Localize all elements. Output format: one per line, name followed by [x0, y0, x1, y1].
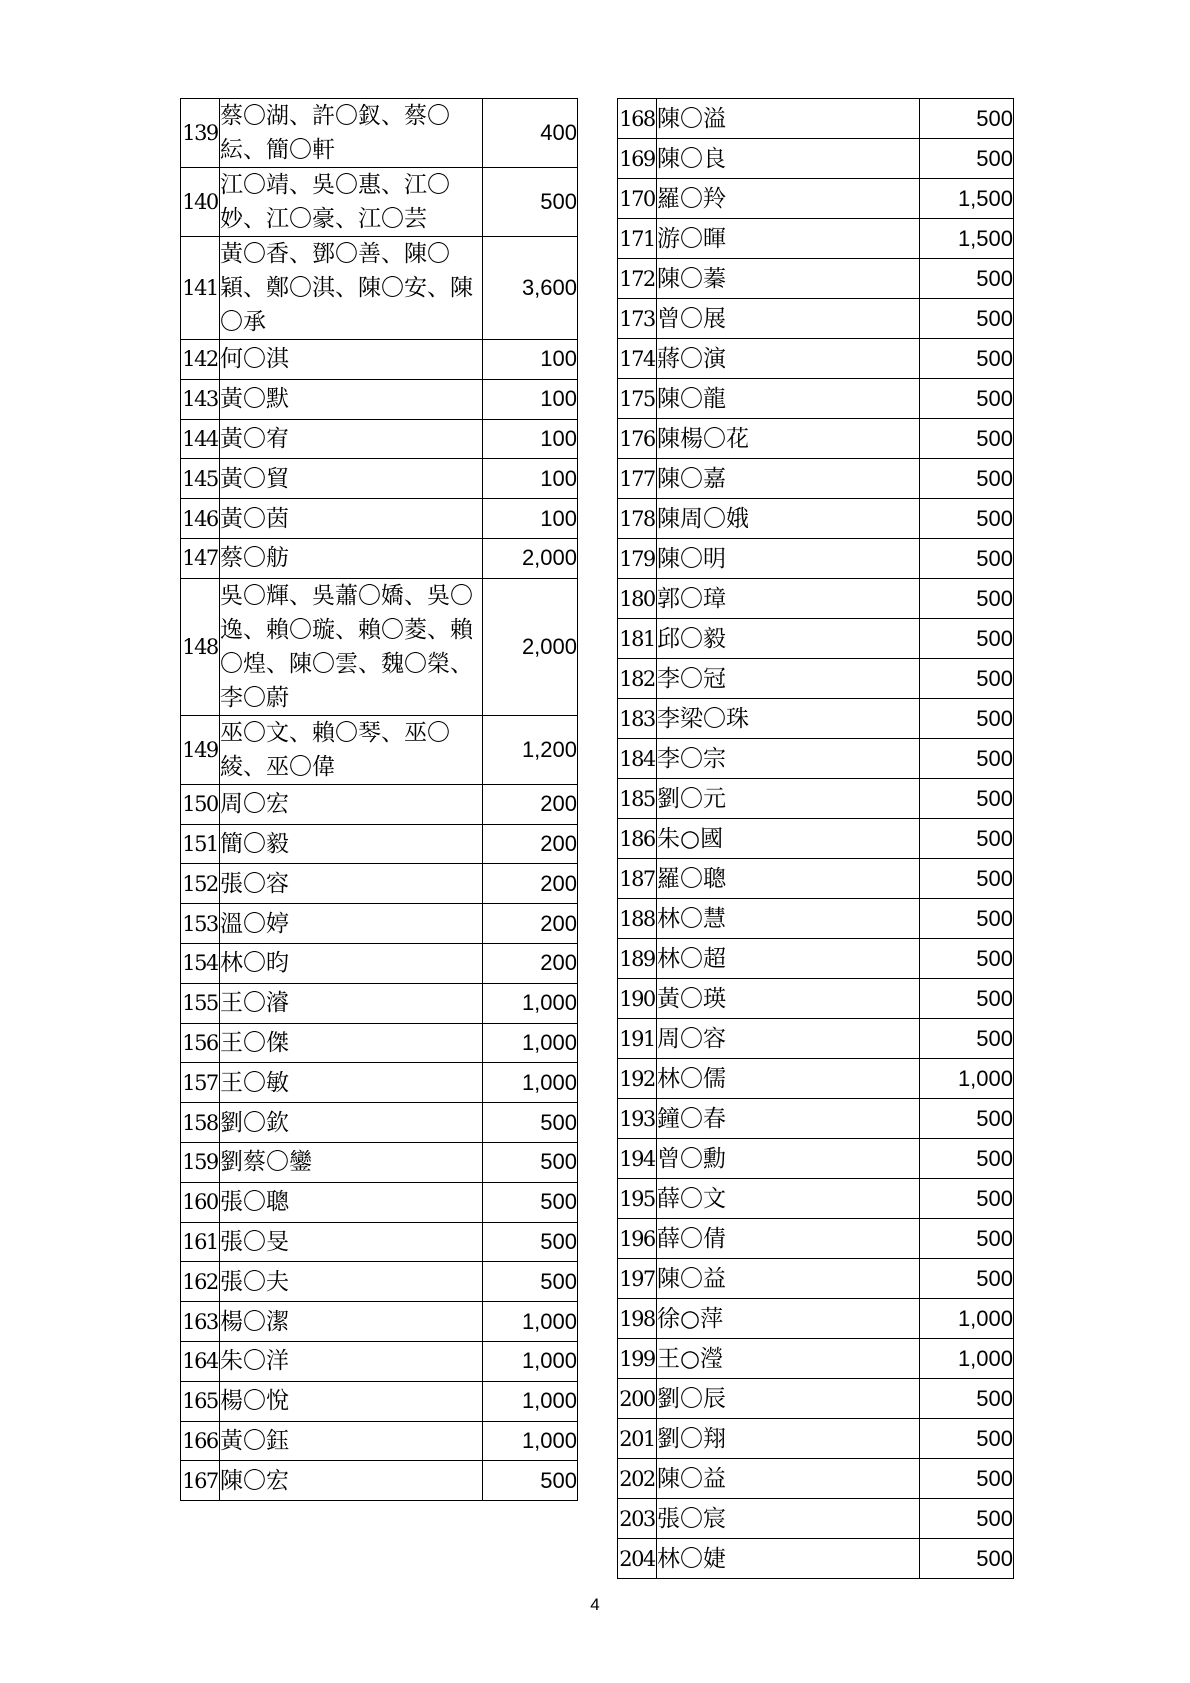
- table-row: [618, 1139, 1014, 1179]
- table-row: [618, 299, 1014, 339]
- row-number: 179: [618, 539, 657, 579]
- donor-names: 黃〇瑛: [657, 979, 920, 1019]
- table-row: [181, 1063, 578, 1103]
- donation-amount: 1,000: [483, 1063, 578, 1103]
- row-number: 162: [181, 1262, 220, 1302]
- donation-amount: 500: [920, 1539, 1014, 1579]
- table-row: [618, 739, 1014, 779]
- donor-names: 游〇暉: [657, 219, 920, 259]
- donation-amount: 500: [483, 168, 578, 237]
- donation-amount: 500: [920, 1459, 1014, 1499]
- donation-amount: 2,000: [483, 538, 578, 578]
- donor-names: 蔡〇舫: [220, 538, 483, 578]
- row-number: 202: [618, 1459, 657, 1499]
- table-row: [181, 237, 578, 340]
- table-row: [618, 99, 1014, 139]
- donation-amount: 200: [483, 904, 578, 944]
- row-number: 197: [618, 1259, 657, 1299]
- donation-amount: 500: [920, 899, 1014, 939]
- table-row: [181, 168, 578, 237]
- donation-amount: 500: [483, 1142, 578, 1182]
- row-number: 199: [618, 1339, 657, 1379]
- donation-amount: 500: [920, 1259, 1014, 1299]
- table-row: [618, 339, 1014, 379]
- table-row: [181, 983, 578, 1023]
- donor-names: 曾〇展: [657, 299, 920, 339]
- table-row: [181, 1262, 578, 1302]
- donor-names: 劉〇翔: [657, 1419, 920, 1459]
- donor-names: 林〇婕: [657, 1539, 920, 1579]
- donor-names: 黃〇鈺: [220, 1421, 483, 1461]
- donor-names: 薛〇倩: [657, 1219, 920, 1259]
- donor-names: 張〇聰: [220, 1182, 483, 1222]
- donor-names: 林〇慧: [657, 899, 920, 939]
- table-row: [618, 1339, 1014, 1379]
- row-number: 140: [181, 168, 220, 237]
- donation-amount: 500: [920, 299, 1014, 339]
- table-row: [181, 1103, 578, 1143]
- row-number: 163: [181, 1302, 220, 1342]
- table-row: [618, 499, 1014, 539]
- donation-amount: 500: [920, 499, 1014, 539]
- donor-names: 陳〇益: [657, 1459, 920, 1499]
- table-row: [181, 1182, 578, 1222]
- donor-names: 陳〇嘉: [657, 459, 920, 499]
- row-number: 156: [181, 1023, 220, 1063]
- table-row: [618, 1539, 1014, 1579]
- table-row: [181, 578, 578, 715]
- table-row: [618, 1099, 1014, 1139]
- donation-amount: 500: [483, 1222, 578, 1262]
- donation-amount: 400: [483, 99, 578, 168]
- donation-amount: 1,000: [483, 983, 578, 1023]
- row-number: 157: [181, 1063, 220, 1103]
- donor-names: 陳〇龍: [657, 379, 920, 419]
- row-number: 172: [618, 259, 657, 299]
- donation-amount: 100: [483, 340, 578, 380]
- table-row: [618, 1379, 1014, 1419]
- table-row: [618, 699, 1014, 739]
- row-number: 149: [181, 715, 220, 784]
- table-row: [618, 1219, 1014, 1259]
- row-number: 186: [618, 819, 657, 859]
- row-number: 166: [181, 1421, 220, 1461]
- table-row: [181, 1421, 578, 1461]
- row-number: 151: [181, 824, 220, 864]
- donation-amount: 500: [920, 659, 1014, 699]
- donor-names: 簡〇毅: [220, 824, 483, 864]
- table-row: [618, 1299, 1014, 1339]
- donor-names: 薛〇文: [657, 1179, 920, 1219]
- donation-amount: 500: [920, 1179, 1014, 1219]
- row-number: 155: [181, 983, 220, 1023]
- donor-table-right: [617, 98, 1014, 1579]
- donation-amount: 1,500: [920, 179, 1014, 219]
- donor-names: 朱○國: [657, 819, 920, 859]
- donor-names: 蔡〇湖、許〇釵、蔡〇紜、簡〇軒: [220, 99, 483, 168]
- row-number: 159: [181, 1142, 220, 1182]
- table-row: [181, 1381, 578, 1421]
- row-number: 184: [618, 739, 657, 779]
- donation-amount: 500: [920, 1379, 1014, 1419]
- row-number: 160: [181, 1182, 220, 1222]
- row-number: 176: [618, 419, 657, 459]
- donation-amount: 1,000: [920, 1339, 1014, 1379]
- table-row: [618, 899, 1014, 939]
- donor-names: 黃〇宥: [220, 419, 483, 459]
- table-row: [618, 1259, 1014, 1299]
- donation-amount: 1,000: [920, 1299, 1014, 1339]
- row-number: 141: [181, 237, 220, 340]
- table-row: [181, 784, 578, 824]
- donation-amount: 500: [483, 1461, 578, 1501]
- donor-names: 何〇淇: [220, 340, 483, 380]
- row-number: 191: [618, 1019, 657, 1059]
- donor-names: 郭〇璋: [657, 579, 920, 619]
- row-number: 204: [618, 1539, 657, 1579]
- row-number: 192: [618, 1059, 657, 1099]
- donor-names: 羅〇羚: [657, 179, 920, 219]
- row-number: 145: [181, 459, 220, 499]
- table-row: [618, 219, 1014, 259]
- table-row: [181, 943, 578, 983]
- row-number: 182: [618, 659, 657, 699]
- row-number: 188: [618, 899, 657, 939]
- donor-names: 陳〇宏: [220, 1461, 483, 1501]
- donor-names: 王〇濬: [220, 983, 483, 1023]
- table-row: [181, 379, 578, 419]
- row-number: 173: [618, 299, 657, 339]
- donor-names: 王〇傑: [220, 1023, 483, 1063]
- row-number: 153: [181, 904, 220, 944]
- donation-amount: 1,200: [483, 715, 578, 784]
- donor-names: 張〇夫: [220, 1262, 483, 1302]
- donation-amount: 100: [483, 499, 578, 539]
- donation-amount: 500: [920, 1219, 1014, 1259]
- donation-amount: 1,000: [483, 1302, 578, 1342]
- table-row: [181, 538, 578, 578]
- table-row: [618, 379, 1014, 419]
- donation-amount: 200: [483, 824, 578, 864]
- donation-amount: 500: [920, 1499, 1014, 1539]
- row-number: 154: [181, 943, 220, 983]
- donor-names: 溫〇婷: [220, 904, 483, 944]
- row-number: 167: [181, 1461, 220, 1501]
- row-number: 146: [181, 499, 220, 539]
- donor-names: 王○瀅: [657, 1339, 920, 1379]
- row-number: 168: [618, 99, 657, 139]
- donation-amount: 3,600: [483, 237, 578, 340]
- donor-names: 蔣〇演: [657, 339, 920, 379]
- donor-names: 李〇冠: [657, 659, 920, 699]
- donation-amount: 1,000: [483, 1341, 578, 1381]
- table-row: [618, 539, 1014, 579]
- table-row: [181, 904, 578, 944]
- donor-names: 巫〇文、賴〇琴、巫〇綾、巫〇偉: [220, 715, 483, 784]
- table-row: [618, 459, 1014, 499]
- row-number: 147: [181, 538, 220, 578]
- table-row: [181, 864, 578, 904]
- table-row: [181, 1302, 578, 1342]
- table-row: [618, 259, 1014, 299]
- page-number: 4: [590, 1595, 600, 1614]
- donor-names: 楊〇潔: [220, 1302, 483, 1342]
- donor-names: 張〇容: [220, 864, 483, 904]
- table-row: [618, 859, 1014, 899]
- table-row: [618, 139, 1014, 179]
- row-number: 189: [618, 939, 657, 979]
- table-row: [618, 779, 1014, 819]
- donor-names: 陳〇良: [657, 139, 920, 179]
- table-row: [618, 619, 1014, 659]
- table-row: [181, 1222, 578, 1262]
- donation-amount: 500: [920, 379, 1014, 419]
- row-number: 143: [181, 379, 220, 419]
- row-number: 203: [618, 1499, 657, 1539]
- row-number: 164: [181, 1341, 220, 1381]
- donor-names: 陳周〇娥: [657, 499, 920, 539]
- donor-names: 楊〇悅: [220, 1381, 483, 1421]
- donor-names: 陳〇益: [657, 1259, 920, 1299]
- donor-names: 徐○萍: [657, 1299, 920, 1339]
- donor-names: 劉〇辰: [657, 1379, 920, 1419]
- table-row: [181, 99, 578, 168]
- donor-names: 羅〇聰: [657, 859, 920, 899]
- donor-names: 吳〇輝、吳蕭〇嬌、吳〇逸、賴〇璇、賴〇菱、賴〇煌、陳〇雲、魏〇榮、李〇蔚: [220, 578, 483, 715]
- donation-amount: 100: [483, 459, 578, 499]
- table-row: [618, 659, 1014, 699]
- table-row: [618, 419, 1014, 459]
- donation-amount: 100: [483, 419, 578, 459]
- donor-names: 劉〇元: [657, 779, 920, 819]
- row-number: 187: [618, 859, 657, 899]
- table-row: [181, 1341, 578, 1381]
- donor-names: 張〇旻: [220, 1222, 483, 1262]
- donor-names: 陳〇明: [657, 539, 920, 579]
- donation-amount: 500: [920, 1019, 1014, 1059]
- donation-amount: 500: [920, 819, 1014, 859]
- row-number: 201: [618, 1419, 657, 1459]
- donation-amount: 1,000: [483, 1023, 578, 1063]
- table-row: [618, 1499, 1014, 1539]
- donor-names: 黃〇默: [220, 379, 483, 419]
- donation-amount: 1,500: [920, 219, 1014, 259]
- donation-amount: 500: [920, 739, 1014, 779]
- donation-amount: 500: [920, 459, 1014, 499]
- donation-amount: 500: [920, 139, 1014, 179]
- donation-amount: 100: [483, 379, 578, 419]
- table-row: [618, 979, 1014, 1019]
- row-number: 142: [181, 340, 220, 380]
- row-number: 194: [618, 1139, 657, 1179]
- row-number: 183: [618, 699, 657, 739]
- table-row: [181, 1461, 578, 1501]
- table-row: [181, 419, 578, 459]
- row-number: 180: [618, 579, 657, 619]
- donation-amount: 500: [920, 339, 1014, 379]
- donor-names: 周〇容: [657, 1019, 920, 1059]
- row-number: 178: [618, 499, 657, 539]
- table-row: [618, 179, 1014, 219]
- table-row: [618, 939, 1014, 979]
- table-row: [618, 579, 1014, 619]
- row-number: 190: [618, 979, 657, 1019]
- donor-names: 鐘〇春: [657, 1099, 920, 1139]
- row-number: 170: [618, 179, 657, 219]
- donor-names: 劉〇欽: [220, 1103, 483, 1143]
- donor-table-left: [180, 98, 578, 1501]
- donation-amount: 500: [920, 1419, 1014, 1459]
- row-number: 139: [181, 99, 220, 168]
- donation-amount: 500: [920, 939, 1014, 979]
- donor-names: 邱〇毅: [657, 619, 920, 659]
- table-row: [181, 715, 578, 784]
- row-number: 169: [618, 139, 657, 179]
- table-row: [181, 1142, 578, 1182]
- donor-names: 李梁〇珠: [657, 699, 920, 739]
- donor-names: 曾〇勳: [657, 1139, 920, 1179]
- row-number: 200: [618, 1379, 657, 1419]
- donation-amount: 200: [483, 943, 578, 983]
- row-number: 171: [618, 219, 657, 259]
- donation-amount: 500: [920, 779, 1014, 819]
- donor-names: 黃〇貿: [220, 459, 483, 499]
- donation-amount: 500: [483, 1182, 578, 1222]
- donation-amount: 500: [920, 539, 1014, 579]
- table-row: [618, 1019, 1014, 1059]
- table-row: [181, 499, 578, 539]
- donation-amount: 500: [920, 99, 1014, 139]
- donor-names: 陳楊〇花: [657, 419, 920, 459]
- table-row: [181, 340, 578, 380]
- donor-names: 林〇儒: [657, 1059, 920, 1099]
- donor-names: 朱〇洋: [220, 1341, 483, 1381]
- donor-names: 陳〇溢: [657, 99, 920, 139]
- donation-amount: 200: [483, 864, 578, 904]
- table-row: [618, 1059, 1014, 1099]
- row-number: 152: [181, 864, 220, 904]
- donation-amount: 500: [920, 1139, 1014, 1179]
- donation-amount: 2,000: [483, 578, 578, 715]
- table-row: [618, 1419, 1014, 1459]
- donor-names: 黃〇香、鄧〇善、陳〇穎、鄭〇淇、陳〇安、陳〇承: [220, 237, 483, 340]
- donor-names: 張〇宸: [657, 1499, 920, 1539]
- donation-amount: 1,000: [483, 1421, 578, 1461]
- table-row: [618, 1179, 1014, 1219]
- donor-names: 黃〇茵: [220, 499, 483, 539]
- row-number: 161: [181, 1222, 220, 1262]
- donation-amount: 500: [920, 1099, 1014, 1139]
- row-number: 193: [618, 1099, 657, 1139]
- donor-names: 林〇超: [657, 939, 920, 979]
- donation-amount: 1,000: [920, 1059, 1014, 1099]
- table-row: [618, 1459, 1014, 1499]
- row-number: 175: [618, 379, 657, 419]
- row-number: 181: [618, 619, 657, 659]
- donation-amount: 500: [920, 859, 1014, 899]
- donation-amount: 500: [920, 259, 1014, 299]
- row-number: 158: [181, 1103, 220, 1143]
- donor-names: 劉蔡〇鑾: [220, 1142, 483, 1182]
- row-number: 198: [618, 1299, 657, 1339]
- donation-amount: 500: [920, 619, 1014, 659]
- donor-names: 江〇靖、吳〇惠、江〇妙、江〇豪、江〇芸: [220, 168, 483, 237]
- donor-names: 李〇宗: [657, 739, 920, 779]
- donor-names: 王〇敏: [220, 1063, 483, 1103]
- table-row: [181, 459, 578, 499]
- row-number: 177: [618, 459, 657, 499]
- row-number: 196: [618, 1219, 657, 1259]
- table-row: [181, 1023, 578, 1063]
- donation-amount: 200: [483, 784, 578, 824]
- donor-names: 林〇昀: [220, 943, 483, 983]
- row-number: 165: [181, 1381, 220, 1421]
- row-number: 185: [618, 779, 657, 819]
- table-row: [181, 824, 578, 864]
- donor-names: 周〇宏: [220, 784, 483, 824]
- table-row: [618, 819, 1014, 859]
- row-number: 148: [181, 578, 220, 715]
- row-number: 174: [618, 339, 657, 379]
- row-number: 144: [181, 419, 220, 459]
- row-number: 150: [181, 784, 220, 824]
- donor-names: 陳〇蓁: [657, 259, 920, 299]
- donation-amount: 500: [920, 579, 1014, 619]
- donation-amount: 500: [483, 1103, 578, 1143]
- donation-amount: 500: [920, 419, 1014, 459]
- donation-amount: 500: [483, 1262, 578, 1302]
- donation-amount: 1,000: [483, 1381, 578, 1421]
- donation-amount: 500: [920, 699, 1014, 739]
- donation-amount: 500: [920, 979, 1014, 1019]
- row-number: 195: [618, 1179, 657, 1219]
